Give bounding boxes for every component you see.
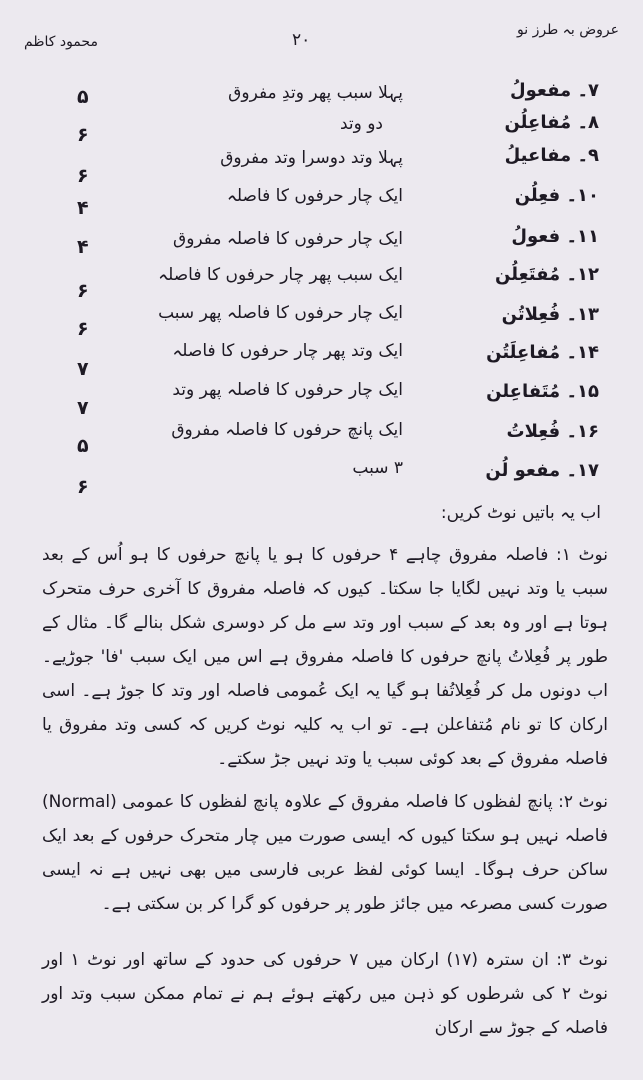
arkan-row [0, 302, 643, 340]
arkan-row [0, 379, 643, 419]
arkan-term: ۷۔ مفعولُ [510, 80, 599, 101]
arkan-description: پہلا وتد دوسرا وتد مفروق [220, 148, 403, 168]
arkan-term: ۱۱۔ فعولُ [511, 226, 599, 247]
book-title: عروض بہ طرز نو [517, 22, 619, 38]
arkan-description: ایک چار حرفوں کا فاصلہ مفروق [173, 229, 403, 249]
note-1: نوٹ ۱: فاصلہ مفروق چاہے ۴ حرفوں کا ہو یا پانچ حرفوں کا ہو اُس کے بعد سبب یا وتد نہیں لگایا جا سکتا۔ کیوں کہ فاصلہ مفروق کا آخری حرف متحرک ہوتا ہے اور وہ بعد کے سبب اور وتد سے مل کر دوسری شکل بنالے گا۔ مثال کے طور پر فُعِلاتُ پانچ حرفوں کا فاصلہ مفروق ہے اس میں ایک سبب 'فا' جوڑیے۔ اب دونوں مل کر فُعِلاتُفا ہو گیا یہ ایک عُمومی فاصلہ اور وتد کا جوڑ ہے۔ اسی ارکان کا تو نام مُتفاعلن ہے۔ تو اب یہ کلیہ نوٹ کریں کہ کسی وتد مفروق یا فاصلہ مفروق کے بعد کوئی سبب یا وتد نہیں جڑ سکتے۔ [42, 545, 609, 769]
arkan-description: دو وتد [339, 114, 383, 134]
arkan-row [0, 458, 643, 498]
arkan-term: ۱۷۔ مفعو لُن [485, 460, 599, 481]
arkan-row [0, 419, 643, 457]
arkan-term: ۱۵۔ مُتَفاعِلن [486, 381, 599, 402]
arkan-row [0, 185, 643, 217]
arkan-row [0, 222, 643, 258]
arkan-row [0, 82, 643, 114]
note-2: نوٹ ۲: پانچ لفظوں کا فاصلہ مفروق کے علاوہ پانچ لفظوں کا عمومی (Normal) فاصلہ نہیں ہو سکتا کیوں کہ ایسی صورت میں چار متحرک حرفوں کے بعد ایک ساکن حرف ہوگا۔ ایسا کوئی لفظ عربی فارسی میں بھی نہیں ہے نہ ایسی صورت کسی مصرعہ میں جائز طور پر حرفوں کو گرا کر بن سکتی ہے۔ [42, 792, 609, 914]
arkan-row [0, 262, 643, 302]
letter-count: ۴ [77, 197, 89, 219]
arkan-row [0, 114, 643, 146]
arkan-description: ایک چار حرفوں کا فاصلہ پھر سبب [158, 303, 403, 323]
arkan-term: ۱۲۔ مُفتَعِلُن [495, 264, 599, 285]
letter-count: ۵ [77, 435, 89, 457]
letter-count: ۶ [77, 318, 89, 340]
note-3: نوٹ ۳: ان سترہ (۱۷) ارکان میں ۷ حرفوں کی حدود کے ساتھ اور نوٹ ۱ اور نوٹ ۲ کی شرطوں کو ذہن میں رکھتے ہوئے ہم نے تمام ممکن سبب وتد اور فاصلہ کے جوڑ سے ارکان [42, 950, 608, 1038]
arkan-description: ایک پانچ حرفوں کا فاصلہ مفروق [171, 420, 403, 440]
author-name: محمود کاظم [24, 34, 98, 50]
letter-count: ۶ [77, 165, 89, 187]
letter-count: ۶ [77, 124, 89, 146]
arkan-description: ایک چار حرفوں کا فاصلہ پھر وتد [172, 380, 403, 400]
letter-count: ۷ [77, 397, 89, 419]
arkan-term: ۱۴۔ مُفاعِلَتُن [486, 342, 599, 363]
letter-count: ۴ [77, 236, 89, 258]
page-number: ۲۰ [292, 30, 311, 50]
arkan-term: ۱۰۔ فعِلُن [514, 185, 599, 206]
arkan-description: ایک سبب پھر چار حرفوں کا فاصلہ [158, 265, 403, 285]
arkan-description: ایک وتد پھر چار حرفوں کا فاصلہ [172, 341, 403, 361]
letter-count: ۵ [77, 86, 89, 108]
letter-count: ۶ [77, 280, 89, 302]
arkan-row [0, 145, 643, 187]
arkan-description: ایک چار حرفوں کا فاصلہ [226, 186, 403, 206]
arkan-term: ۱۳۔ فُعِلاتُن [501, 304, 599, 325]
intro-line: اب یہ باتیں نوٹ کریں: [440, 503, 601, 523]
arkan-row [0, 340, 643, 380]
letter-count: ۶ [77, 476, 89, 498]
arkan-description: پہلا سبب پھر وتدِ مفروق [228, 83, 403, 103]
arkan-term: ۹۔ مفاعیلُ [504, 145, 599, 166]
arkan-term: ۱۶۔ فُعِلاتُ [506, 421, 599, 442]
arkan-term: ۸۔ مُفاعِلُن [504, 112, 599, 133]
letter-count: ۷ [77, 358, 89, 380]
arkan-description: ۳ سبب [352, 458, 403, 478]
